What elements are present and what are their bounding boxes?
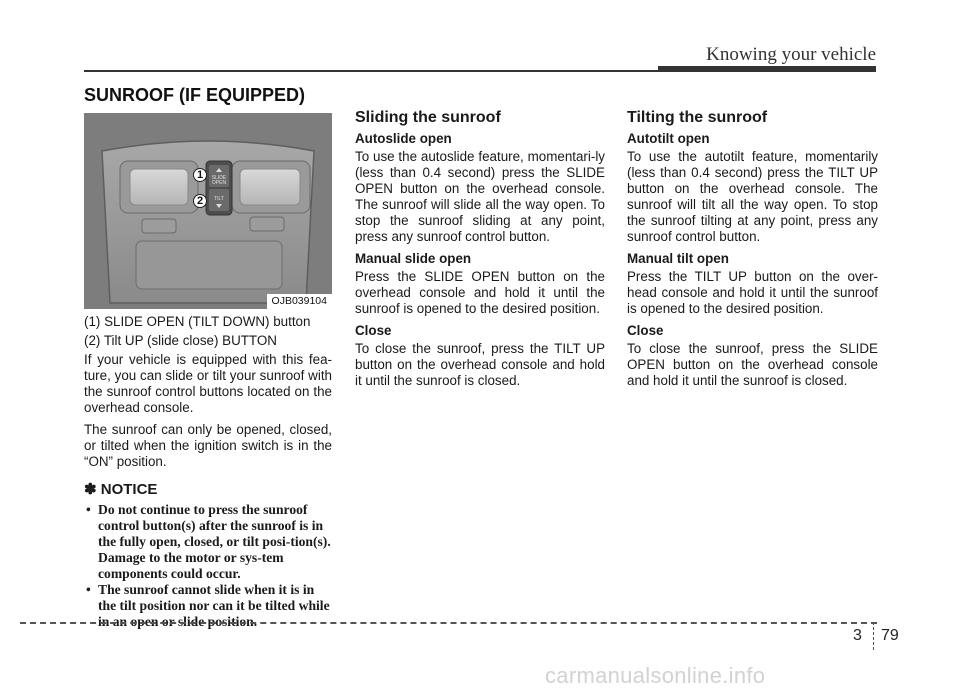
figure-caption-2: (2) Tilt UP (slide close) BUTTON	[84, 333, 277, 348]
callout-1: 1	[196, 169, 204, 181]
ignition-paragraph: The sunroof can only be opened, closed, or tilted when the ignition switch is in the “ON” position.	[84, 422, 332, 469]
notice-list	[84, 502, 332, 630]
manual-tilt-heading: Manual tilt open	[627, 251, 729, 266]
autoslide-text: To use the autoslide feature, momentari-ly (less than 0.4 second) press the SLIDE OPEN button on the overhead console. The sunroof will slide all the way open. To stop the sunroof sliding at any point, press any sunroof control button.	[355, 149, 605, 244]
autotilt-heading: Autotilt open	[627, 131, 710, 146]
page-number: 79	[881, 627, 899, 644]
page-chapter: 3	[853, 627, 862, 644]
notice-item: • The sunroof cannot slide when it is in the tilt position nor can it be tilted while in an open or slide position.	[84, 582, 332, 630]
running-header: Knowing your vehicle	[706, 44, 876, 65]
tilt-button-label: TILT	[214, 196, 224, 202]
slide-close-text: To close the sunroof, press the TILT UP button on the overhead console and hold it until the sunroof is closed.	[355, 341, 605, 388]
header-rule-accent	[658, 66, 876, 72]
slide-open-button-label: SLIDE OPEN	[211, 175, 227, 186]
autotilt-text: To use the autotilt feature, momentarily (less than 0.4 second) press the TILT UP button on the overhead console. The sunroof will tilt all the way open. To stop the sunroof tilting at any point, press any sunroof control button.	[627, 149, 878, 244]
sliding-title: Sliding the sunroof	[355, 109, 501, 126]
column-middle	[355, 110, 605, 395]
tilting-title: Tilting the sunroof	[627, 109, 768, 126]
intro-paragraph: If your vehicle is equipped with this fea-ture, you can slide or tilt your sunroof with the sunroof control buttons located on the overhead console.	[84, 352, 332, 415]
section-title: SUNROOF (IF EQUIPPED)	[84, 85, 306, 105]
tilt-close-text: To close the sunroof, press the SLIDE OPEN button on the overhead console and hold it until the sunroof is closed.	[627, 341, 878, 388]
manual-tilt-text: Press the TILT UP button on the over-head console and hold it until the sunroof is opened to the desired position.	[627, 269, 878, 316]
callout-2: 2	[196, 195, 204, 207]
footer-rule	[20, 622, 877, 624]
figure-caption-1: (1) SLIDE OPEN (TILT DOWN) button	[84, 314, 311, 329]
column-right	[627, 110, 878, 395]
autoslide-heading: Autoslide open	[355, 131, 452, 146]
manual-slide-text: Press the SLIDE OPEN button on the overhead console and hold it until the sunroof is opened to the desired position.	[355, 269, 605, 316]
overhead-console-illustration	[84, 113, 332, 309]
figure-code: OJB039104	[267, 294, 332, 309]
notice-title: ✽ NOTICE	[84, 481, 158, 498]
column-left	[84, 113, 332, 630]
overhead-console-photo	[84, 113, 332, 309]
manual-slide-heading: Manual slide open	[355, 251, 472, 266]
tilt-close-heading: Close	[627, 323, 664, 338]
footer-divider	[873, 622, 874, 650]
slide-close-heading: Close	[355, 323, 392, 338]
notice-item: • Do not continue to press the sunroof control button(s) after the sunroof is in the fully open, closed, or tilt posi-tion(s). Damage to the motor or sys-tem components could occur.	[84, 502, 332, 582]
watermark: carmanualsonline.info	[545, 663, 766, 688]
